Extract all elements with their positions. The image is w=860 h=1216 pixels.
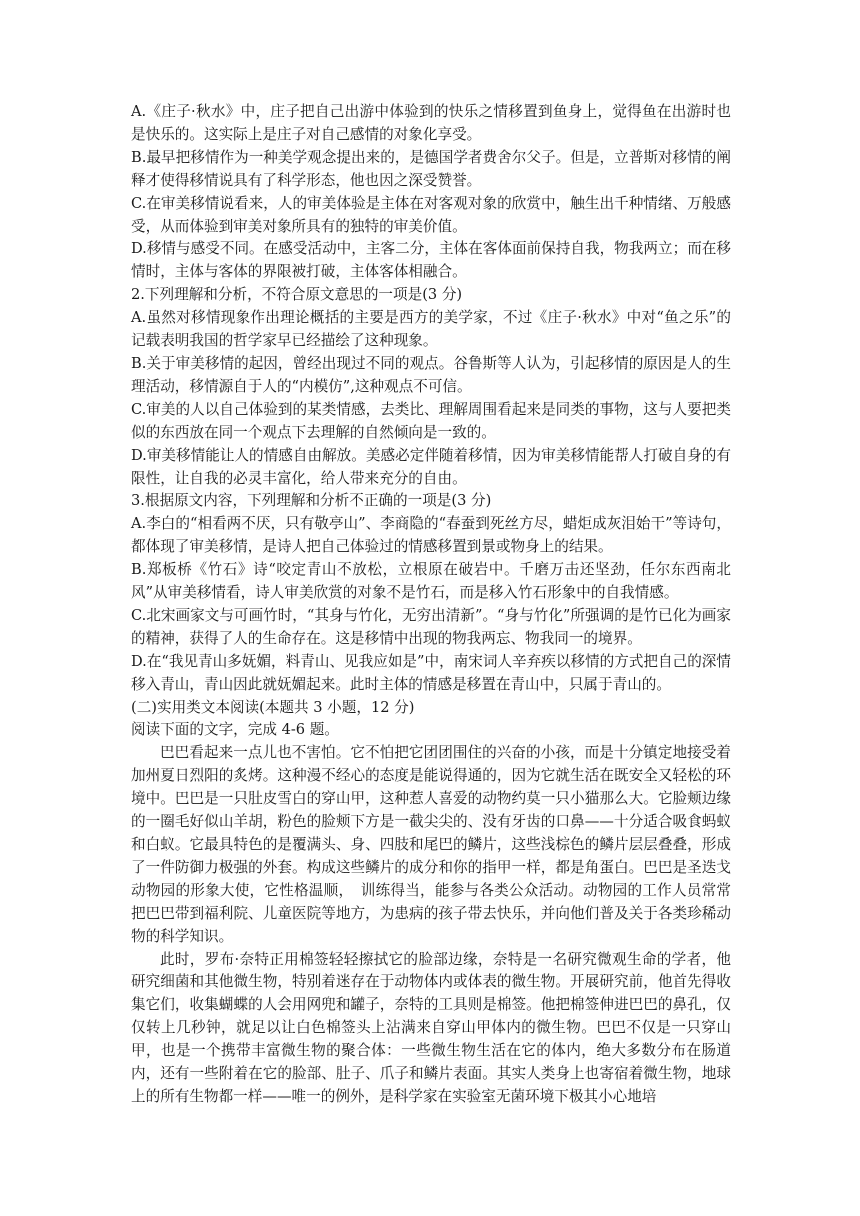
- q3-option-a: A.李白的“相看两不厌，只有敬亭山”、李商隐的“春蚕到死丝方尽，蜡炬成灰泪始干”等诗句，都体现了审美移情，是诗人把自己体验过的情感移置到景或物身上的结果。: [131, 515, 731, 556]
- q2-option-b: B.关于审美移情的起因，曾经出现过不同的观点。谷鲁斯等人认为，引起移情的原因是人的生理活动，移情源自于人的“内模仿”,这种观点不可信。: [131, 354, 731, 395]
- section-instruction: 阅读下面的文字，完成 4-6 题。: [131, 721, 339, 739]
- section-heading: (二)实用类文本阅读(本题共 3 小题，12 分): [131, 698, 415, 716]
- q1-option-c: C.在审美移情说看来，人的审美体验是主体在对客观对象的欣赏中，触生出千种情绪、万般感受，从而体验到审美对象所具有的独特的审美价值。: [131, 194, 731, 235]
- q1-option-a: A.《庄子·秋水》中，庄子把自己出游中体验到的快乐之情移置到鱼身上，觉得鱼在出游时也是快乐的。这实际上是庄子对自己感情的对象化享受。: [131, 103, 731, 143]
- q2-option-c: C.审美的人以自己体验到的某类情感，去类比、理解周围看起来是同类的事物，这与人要把类似的东西放在同一个观点下去理解的自然倾向是一致的。: [131, 400, 731, 441]
- q1-option-d: D.移情与感受不同。在感受活动中，主客二分，主体在客体面前保持自我，物我两立；而在移情时，主体与客体的界限被打破，主体客体相融合。: [131, 240, 731, 281]
- q3-option-d: D.在“我见青山多妩媚，料青山、见我应如是”中，南宋词人辛弃疾以移情的方式把自己的深情移入青山，青山因此就妩媚起来。此时主体的情感是移置在青山中，只属于青山的。: [131, 652, 731, 693]
- question-2: [131, 284, 731, 490]
- q2-option-d: D.审美移情能让人的情感自由解放。美感必定伴随着移情，因为审美移情能帮人打破自身的有限性，让自我的必灵丰富化，给人带来充分的自由。: [131, 446, 731, 487]
- passage-paragraph-2: 此时，罗布·奈特正用棉签轻轻擦拭它的脸部边缘，奈特是一名研究微观生命的学者，他研究细菌和其他微生物，特别着迷存在于动物体内或体表的微生物。开展研究前，他首先得收集它们，收集蝴蝶的人会用网兜和罐子，奈特的工具则是棉签。他把棉签伸进巴巴的鼻孔，仅仅转上几秒钟，就足以让白色棉签头上沾满来自穿山甲体内的微生物。巴巴不仅是一只穿山甲，也是一个携带丰富微生物的聚合体：一些微生物生活在它的体内，绝大多数分布在肠道内，还有一些附着在它的脸部、肚子、爪子和鳞片表面。其实人类身上也寄宿着微生物，地球上的所有生物都一样——唯一的例外，是科学家在实验室无菌环境下极其小心地培: [131, 950, 731, 1105]
- section-2-reading: [131, 697, 731, 1109]
- q3-option-c: C.北宋画家文与可画竹时，“其身与竹化，无穷出清新”。“身与竹化”所强调的是竹已化为画家的精神，获得了人的生命存在。这是移情中出现的物我两忘、物我同一的境界。: [131, 606, 731, 647]
- q3-option-b: B.郑板桥《竹石》诗“咬定青山不放松，立根原在破岩中。千磨万击还坚劲，任尔东西南北风”从审美移情看，诗人审美欣赏的对象不是竹石，而是移入竹石形象中的自我情感。: [131, 561, 731, 602]
- question-3: [131, 490, 731, 696]
- document-page: [131, 101, 731, 1109]
- q2-stem: 2.下列理解和分析，不符合原文意思的一项是(3 分): [131, 286, 463, 304]
- passage-paragraph-1: 巴巴看起来一点儿也不害怕。它不怕把它团团围住的兴奋的小孩，而是十分镇定地接受着加州夏日烈阳的炙烤。这种漫不经心的态度是能说得通的，因为它就生活在既安全又轻松的环境中。巴巴是一只肚皮雪白的穿山甲，这种惹人喜爱的动物约莫一只小猫那么大。它脸颊边缘的一圈毛好似山羊胡，粉色的脸颊下方是一截尖尖的、没有牙齿的口鼻——十分适合吸食蚂蚁和白蚁。它最具特色的是覆满头、身、四肢和尾巴的鳞片，这些浅棕色的鳞片层层叠叠，形成了一件防御力极强的外套。构成这些鳞片的成分和你的指甲一样，都是角蛋白。巴巴是圣迭戈动物园的形象大使，它性格温顺， 训练得当，能参与各类公众活动。动物园的工作人员常常把巴巴带到福利院、儿童医院等地方，为患病的孩子带去快乐，并向他们普及关于各类珍稀动物的科学知识。: [131, 744, 731, 945]
- q1-option-b: B.最早把移情作为一种美学观念提出来的，是德国学者费舍尔父子。但是，立普斯对移情的阐释才使得移情说具有了科学形态，他也因之深受赞誉。: [131, 148, 731, 189]
- q3-stem: 3.根据原文内容，下列理解和分析不正确的一项是(3 分): [131, 492, 492, 510]
- q2-option-a: A.虽然对移情现象作出理论概括的主要是西方的美学家，不过《庄子·秋水》中对“鱼之乐”的记载表明我国的哲学家早已经描绘了这种现象。: [131, 309, 731, 350]
- question-1-options: [131, 101, 731, 284]
